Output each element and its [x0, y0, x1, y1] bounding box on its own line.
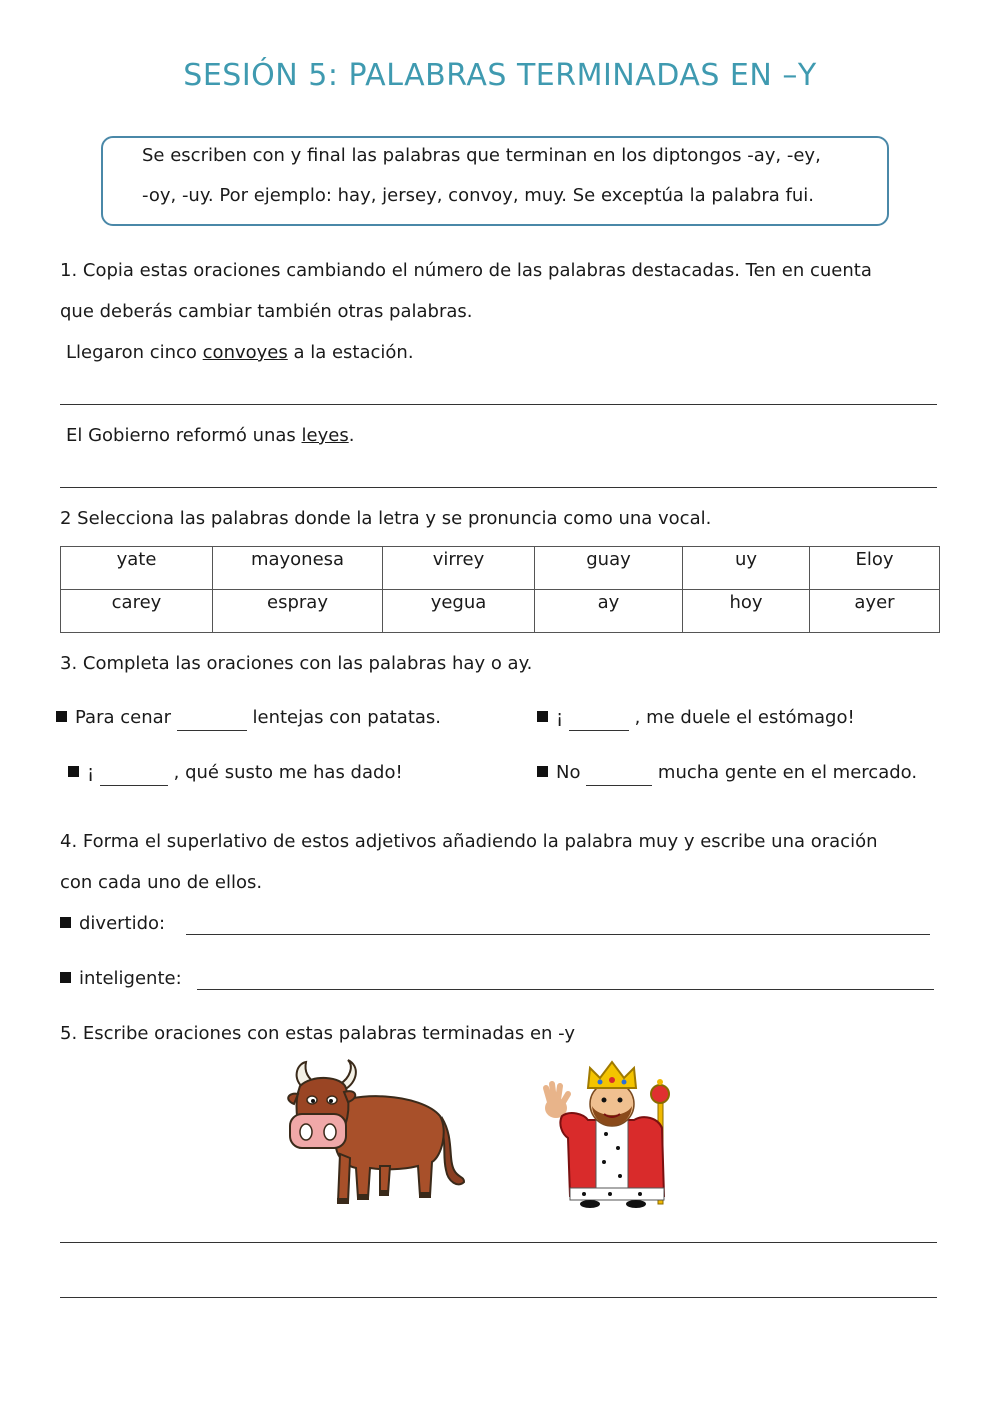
ex3-sentence-c-start: ¡	[87, 762, 100, 783]
ex3-sentence-a	[56, 707, 441, 731]
rule-line-1: Se escriben con y final las palabras que terminan en los diptongos -ay, -ey,	[142, 145, 821, 166]
ex2-instructions: 2 Selecciona las palabras donde la letra y se pronuncia como una vocal.	[60, 508, 712, 529]
answer-line-divertido[interactable]	[186, 934, 930, 935]
page-title: SESIÓN 5: PALABRAS TERMINADAS EN –Y	[183, 58, 817, 93]
ex4-item-divertido	[60, 913, 165, 934]
word-cell[interactable]: yate	[61, 547, 213, 590]
highlighted-word-leyes: leyes	[301, 425, 349, 446]
bullet-icon	[537, 711, 548, 722]
word-cell[interactable]: hoy	[683, 590, 810, 633]
ex4-item-inteligente	[60, 968, 182, 989]
ex3-sentence-c-end: , qué susto me has dado!	[167, 762, 403, 783]
answer-line-2[interactable]	[60, 487, 937, 488]
bullet-icon	[60, 917, 71, 928]
blank-field[interactable]	[100, 764, 168, 786]
word-cell[interactable]: ayer	[810, 590, 940, 633]
ex5-instructions: 5. Escribe oraciones con estas palabras terminadas en -y	[60, 1023, 576, 1044]
blank-field[interactable]	[569, 709, 629, 731]
word-cell[interactable]: carey	[61, 590, 213, 633]
ex1-sentence-2	[66, 425, 354, 446]
table-row	[61, 547, 940, 590]
ex3-sentence-b-end: , me duele el estómago!	[628, 707, 855, 728]
ex3-sentence-a-end: lentejas con patatas.	[246, 707, 442, 728]
rule-line-2: -oy, -uy. Por ejemplo: hay, jersey, convoy, muy. Se exceptúa la palabra fui.	[142, 185, 814, 206]
ex1-sentence-1-start: Llegaron cinco	[66, 342, 203, 363]
ox-illustration	[282, 1058, 468, 1208]
ex3-sentence-b-start: ¡	[556, 707, 569, 728]
answer-line-inteligente[interactable]	[197, 989, 934, 990]
word-cell[interactable]: ay	[535, 590, 683, 633]
ex1-sentence-1	[66, 342, 414, 363]
ex1-sentence-2-start: El Gobierno reformó unas	[66, 425, 302, 446]
highlighted-word-convoyes: convoyes	[202, 342, 288, 363]
bullet-icon	[537, 766, 548, 777]
answer-line-3[interactable]	[60, 1242, 937, 1243]
blank-field[interactable]	[586, 764, 652, 786]
word-cell[interactable]: uy	[683, 547, 810, 590]
ex1-sentence-2-end: .	[348, 425, 355, 446]
king-illustration	[540, 1058, 680, 1208]
ex3-sentence-d-start: No	[556, 762, 587, 783]
ex4-instructions-line-1: 4. Forma el superlativo de estos adjetivos añadiendo la palabra muy y escribe una oración	[60, 831, 878, 852]
ex1-instructions-line-2: que deberás cambiar también otras palabras.	[60, 301, 473, 322]
ex1-sentence-1-end: a la estación.	[287, 342, 414, 363]
ex3-sentence-d	[537, 762, 917, 786]
word-cell[interactable]: guay	[535, 547, 683, 590]
bullet-icon	[60, 972, 71, 983]
table-row	[61, 590, 940, 633]
word-cell[interactable]: espray	[213, 590, 383, 633]
word-cell[interactable]: yegua	[383, 590, 535, 633]
bullet-icon	[68, 766, 79, 777]
ex1-instructions-line-1: 1. Copia estas oraciones cambiando el número de las palabras destacadas. Ten en cuenta	[60, 260, 872, 281]
blank-field[interactable]	[177, 709, 247, 731]
adjective-label: inteligente:	[79, 968, 182, 989]
word-cell[interactable]: virrey	[383, 547, 535, 590]
bullet-icon	[56, 711, 67, 722]
ex4-instructions-line-2: con cada uno de ellos.	[60, 872, 263, 893]
ex3-sentence-b	[537, 707, 855, 731]
ex3-sentence-a-start: Para cenar	[75, 707, 177, 728]
ex3-sentence-c	[68, 762, 403, 786]
answer-line-1[interactable]	[60, 404, 937, 405]
adjective-label: divertido:	[79, 913, 166, 934]
answer-line-4[interactable]	[60, 1297, 937, 1298]
word-cell[interactable]: Eloy	[810, 547, 940, 590]
word-table	[60, 546, 940, 633]
word-cell[interactable]: mayonesa	[213, 547, 383, 590]
ex3-instructions: 3. Completa las oraciones con las palabras hay o ay.	[60, 653, 533, 674]
ex3-sentence-d-end: mucha gente en el mercado.	[652, 762, 918, 783]
